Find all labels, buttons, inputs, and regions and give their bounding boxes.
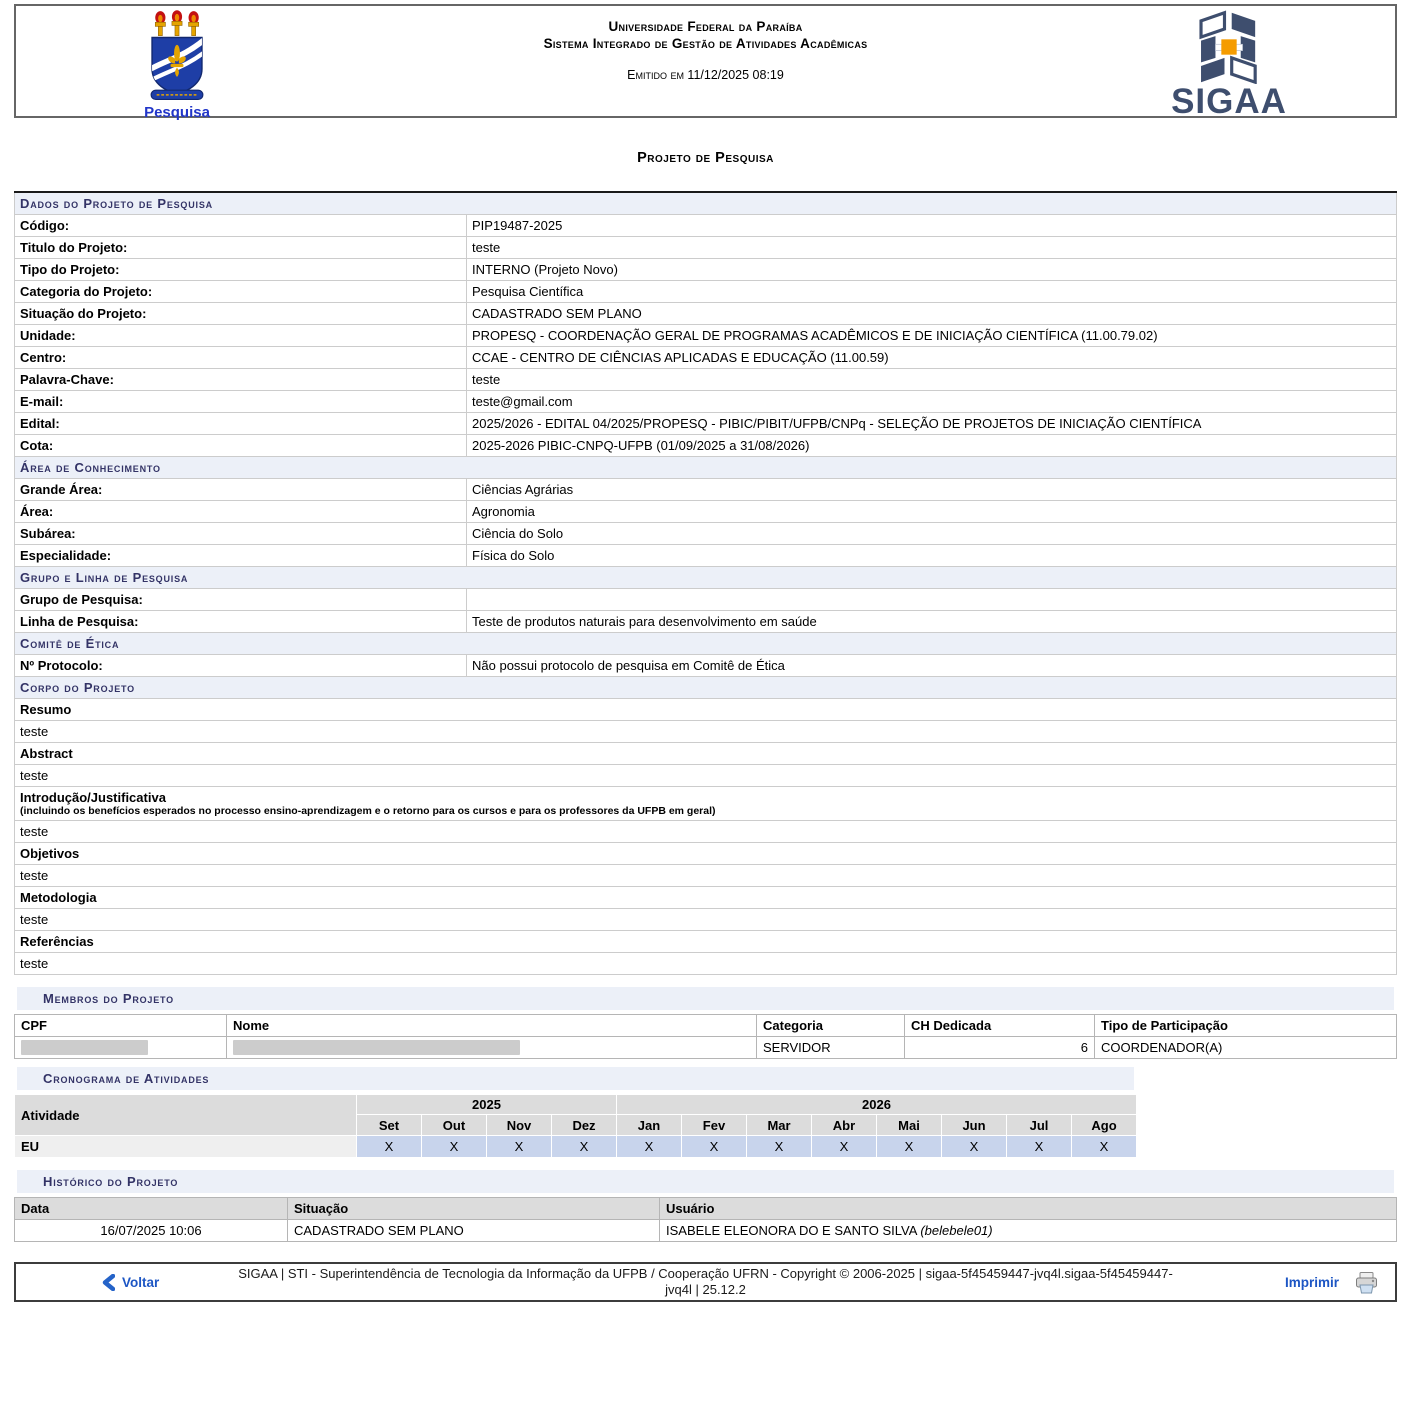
ethics-header-label: Comitê de Ética: [15, 633, 1397, 655]
schedule-month-header: Nov: [487, 1115, 552, 1136]
body-block-title: [15, 843, 1397, 865]
body-block-title-text: Objetivos: [20, 846, 80, 861]
project-data-row-label: Código:: [15, 215, 467, 237]
body-block-content: teste: [15, 765, 1397, 787]
project-data-row: [15, 259, 1397, 281]
schedule-month-header: Mar: [747, 1115, 812, 1136]
body-block-title: [15, 699, 1397, 721]
project-data-row: [15, 391, 1397, 413]
project-data-row-label: Edital:: [15, 413, 467, 435]
group-line-row-value: Teste de produtos naturais para desenvolvimento em saúde: [467, 611, 1397, 633]
history-user-login: (belebele01): [920, 1223, 993, 1238]
members-section: [14, 987, 1397, 1059]
project-data-row-value: PIP19487-2025: [467, 215, 1397, 237]
members-table: [14, 1014, 1397, 1059]
history-section: [14, 1170, 1397, 1242]
emitted-timestamp: Emitido em 11/12/2025 08:19: [627, 68, 784, 82]
project-body-header: [15, 677, 1397, 699]
sigaa-logo: [1165, 10, 1293, 121]
project-data-row-label: Cota:: [15, 435, 467, 457]
body-block-title: [15, 787, 1397, 821]
project-body-header-label: Corpo do Projeto: [15, 677, 1397, 699]
knowledge-area-row: [15, 545, 1397, 567]
schedule-mark-cell: X: [617, 1136, 682, 1158]
group-line-row-value: [467, 589, 1397, 611]
history-date: 16/07/2025 10:06: [15, 1220, 288, 1242]
body-block-content: teste: [15, 865, 1397, 887]
history-user: ISABELE ELEONORA DO E SANTO SILVA (belebele01): [660, 1220, 1397, 1242]
group-line-row: [15, 611, 1397, 633]
project-data-row: [15, 347, 1397, 369]
body-block-title-text: Metodologia: [20, 890, 97, 905]
schedule-mark-cell: X: [1072, 1136, 1137, 1158]
schedule-month-header: Jun: [942, 1115, 1007, 1136]
project-data-row-value: CADASTRADO SEM PLANO: [467, 303, 1397, 325]
sigaa-logo-text: SIGAA: [1171, 82, 1287, 121]
back-link[interactable]: [102, 1274, 159, 1291]
members-col-header: Tipo de Participação: [1095, 1015, 1397, 1037]
project-data-row: [15, 215, 1397, 237]
body-block-title-text: Referências: [20, 934, 94, 949]
schedule-month-header: Out: [422, 1115, 487, 1136]
body-block-title-row: [15, 887, 1397, 909]
knowledge-area-header-label: Área de Conhecimento: [15, 457, 1397, 479]
schedule-mark-cell: X: [942, 1136, 1007, 1158]
university-name: Universidade Federal da Paraíba: [608, 19, 803, 34]
schedule-month-header: Abr: [812, 1115, 877, 1136]
schedule-activity-row: [15, 1136, 1137, 1158]
schedule-activity-header: Atividade: [15, 1095, 357, 1136]
schedule-mark-cell: X: [487, 1136, 552, 1158]
schedule-mark-cell: X: [747, 1136, 812, 1158]
schedule-mark-cell: X: [877, 1136, 942, 1158]
body-block-title: [15, 743, 1397, 765]
history-row: [15, 1220, 1397, 1242]
schedule-month-header: Jan: [617, 1115, 682, 1136]
project-data-row: [15, 237, 1397, 259]
body-block-title-text: Abstract: [20, 746, 73, 761]
print-link[interactable]: [1285, 1275, 1339, 1290]
member-name: [227, 1037, 757, 1059]
schedule-activity-name: EU: [15, 1136, 357, 1158]
project-data-row-value: CCAE - CENTRO DE CIÊNCIAS APLICADAS E EDUCAÇÃO (11.00.59): [467, 347, 1397, 369]
history-col-header: Data: [15, 1198, 288, 1220]
body-block-content: teste: [15, 821, 1397, 843]
knowledge-area-row-value: Ciência do Solo: [467, 523, 1397, 545]
body-block-title: [15, 887, 1397, 909]
history-col-header: Situação: [288, 1198, 660, 1220]
body-block-content-row: [15, 953, 1397, 975]
knowledge-area-row: [15, 479, 1397, 501]
member-workload: 6: [905, 1037, 1095, 1059]
crest-caption: Pesquisa: [144, 104, 210, 121]
member-category: SERVIDOR: [757, 1037, 905, 1059]
schedule-section-header: Cronograma de Atividades: [17, 1067, 1134, 1090]
project-data-row-value: INTERNO (Projeto Novo): [467, 259, 1397, 281]
history-section-header: Histórico do Projeto: [17, 1170, 1394, 1193]
print-link-label: Imprimir: [1284, 1274, 1339, 1290]
schedule-month-header: Fev: [682, 1115, 747, 1136]
project-data-row-label: Situação do Projeto:: [15, 303, 467, 325]
members-col-header: Categoria: [757, 1015, 905, 1037]
schedule-table: [14, 1094, 1137, 1158]
project-data-row: [15, 369, 1397, 391]
body-block-content-row: [15, 765, 1397, 787]
body-block-content-row: [15, 865, 1397, 887]
project-data-row-label: Centro:: [15, 347, 467, 369]
knowledge-area-header: [15, 457, 1397, 479]
project-data-row-label: Tipo do Projeto:: [15, 259, 467, 281]
project-data-row-label: Unidade:: [15, 325, 467, 347]
members-col-header: CPF: [15, 1015, 227, 1037]
name-redacted-block: [233, 1040, 520, 1055]
ethics-row-value: Não possui protocolo de pesquisa em Comitê de Ética: [467, 655, 1397, 677]
history-col-header: Usuário: [660, 1198, 1397, 1220]
project-data-row-value: teste: [467, 369, 1397, 391]
project-data-header: [15, 192, 1397, 215]
body-block-title-row: [15, 931, 1397, 953]
group-line-row-label: Grupo de Pesquisa:: [15, 589, 467, 611]
sigaa-cube-icon: [1188, 10, 1270, 84]
knowledge-area-row-value: Física do Solo: [467, 545, 1397, 567]
project-data-row-value: teste: [467, 237, 1397, 259]
history-table: [14, 1197, 1397, 1242]
schedule-year-header: 2026: [617, 1095, 1137, 1115]
cpf-redacted-block: [21, 1040, 148, 1055]
project-data-row: [15, 303, 1397, 325]
group-line-header-label: Grupo e Linha de Pesquisa: [15, 567, 1397, 589]
ethics-row: [15, 655, 1397, 677]
schedule-mark-cell: X: [422, 1136, 487, 1158]
member-row: [15, 1037, 1397, 1059]
footer-copyright: SIGAA | STI - Superintendência de Tecnologia da Informação da UFPB / Cooperação UFRN - Copyright © 2006-2025 | sigaa-5f45459447-jvq4l.sigaa-5f45459447-jvq4l | 25.12.2: [238, 1266, 1173, 1297]
schedule-year-header: 2025: [357, 1095, 617, 1115]
body-block-title-text: Resumo: [20, 702, 72, 717]
schedule-mark-cell: X: [357, 1136, 422, 1158]
schedule-mark-cell: X: [552, 1136, 617, 1158]
members-col-header: Nome: [227, 1015, 757, 1037]
back-link-label: Voltar: [122, 1274, 160, 1290]
knowledge-area-row-label: Subárea:: [15, 523, 467, 545]
body-block-subtitle: (incluindo os benefícios esperados no processo ensino-aprendizagem e o retorno para os cursos e para os professores da UFPB em geral): [20, 805, 716, 817]
group-line-row-label: Linha de Pesquisa:: [15, 611, 467, 633]
project-data-row-label: Categoria do Projeto:: [15, 281, 467, 303]
schedule-mark-cell: X: [1007, 1136, 1072, 1158]
member-cpf: [15, 1037, 227, 1059]
members-col-header: CH Dedicada: [905, 1015, 1095, 1037]
ethics-row-label: Nº Protocolo:: [15, 655, 467, 677]
project-data-row-value: Pesquisa Científica: [467, 281, 1397, 303]
group-line-row: [15, 589, 1397, 611]
schedule-month-header: Dez: [552, 1115, 617, 1136]
schedule-month-header: Set: [357, 1115, 422, 1136]
body-block-content: teste: [15, 721, 1397, 743]
schedule-mark-cell: X: [812, 1136, 877, 1158]
body-block-title-row: [15, 843, 1397, 865]
project-data-row: [15, 435, 1397, 457]
knowledge-area-row-value: Agronomia: [467, 501, 1397, 523]
project-data-row-value: 2025/2026 - EDITAL 04/2025/PROPESQ - PIBIC/PIBIT/UFPB/CNPq - SELEÇÃO DE PROJETOS DE INICIAÇÃO CIENTÍFICA: [467, 413, 1397, 435]
group-line-header: [15, 567, 1397, 589]
history-header-row: [15, 1198, 1397, 1220]
project-data-row-value: teste@gmail.com: [467, 391, 1397, 413]
body-block-title-text: Introdução/Justificativa: [20, 790, 166, 805]
project-data-table: [14, 191, 1397, 975]
footer-bar: [14, 1262, 1397, 1302]
body-block-title: [15, 931, 1397, 953]
body-block-content-row: [15, 909, 1397, 931]
report-header: [14, 4, 1397, 121]
printer-icon[interactable]: [1354, 1271, 1379, 1298]
knowledge-area-row-label: Especialidade:: [15, 545, 467, 567]
history-status: CADASTRADO SEM PLANO: [288, 1220, 660, 1242]
members-section-header: Membros do Projeto: [17, 987, 1394, 1010]
body-block-title-row: [15, 699, 1397, 721]
project-data-row-value: 2025-2026 PIBIC-CNPQ-UFPB (01/09/2025 a 31/08/2026): [467, 435, 1397, 457]
ethics-header: [15, 633, 1397, 655]
project-data-row: [15, 281, 1397, 303]
project-data-row-label: Titulo do Projeto:: [15, 237, 467, 259]
project-data-row-label: E-mail:: [15, 391, 467, 413]
schedule-mark-cell: X: [682, 1136, 747, 1158]
knowledge-area-row: [15, 523, 1397, 545]
page-title: Projeto de Pesquisa: [637, 150, 774, 166]
schedule-month-header: Jul: [1007, 1115, 1072, 1136]
member-participation: COORDENADOR(A): [1095, 1037, 1397, 1059]
body-block-title-row: [15, 743, 1397, 765]
members-header-row: [15, 1015, 1397, 1037]
body-block-content-row: [15, 821, 1397, 843]
schedule-year-row: [15, 1095, 1137, 1115]
system-name: Sistema Integrado de Gestão de Atividades Acadêmicas: [543, 36, 868, 51]
project-data-row-label: Palavra-Chave:: [15, 369, 467, 391]
project-data-header-label: Dados do Projeto de Pesquisa: [15, 192, 1397, 215]
body-block-content-row: [15, 721, 1397, 743]
project-data-row: [15, 325, 1397, 347]
schedule-month-header: Mai: [877, 1115, 942, 1136]
schedule-section: [14, 1067, 1397, 1158]
knowledge-area-row-value: Ciências Agrárias: [467, 479, 1397, 501]
schedule-month-header: Ago: [1072, 1115, 1137, 1136]
chevron-left-icon: [102, 1274, 115, 1291]
project-data-row-value: PROPESQ - COORDENAÇÃO GERAL DE PROGRAMAS ACADÊMICOS E DE INICIAÇÃO CIENTÍFICA (11.00.79.02): [467, 325, 1397, 347]
body-block-title-row: [15, 787, 1397, 821]
knowledge-area-row-label: Grande Área:: [15, 479, 467, 501]
knowledge-area-row-label: Área:: [15, 501, 467, 523]
body-block-content: teste: [15, 953, 1397, 975]
body-block-content: teste: [15, 909, 1397, 931]
project-data-row: [15, 413, 1397, 435]
knowledge-area-row: [15, 501, 1397, 523]
